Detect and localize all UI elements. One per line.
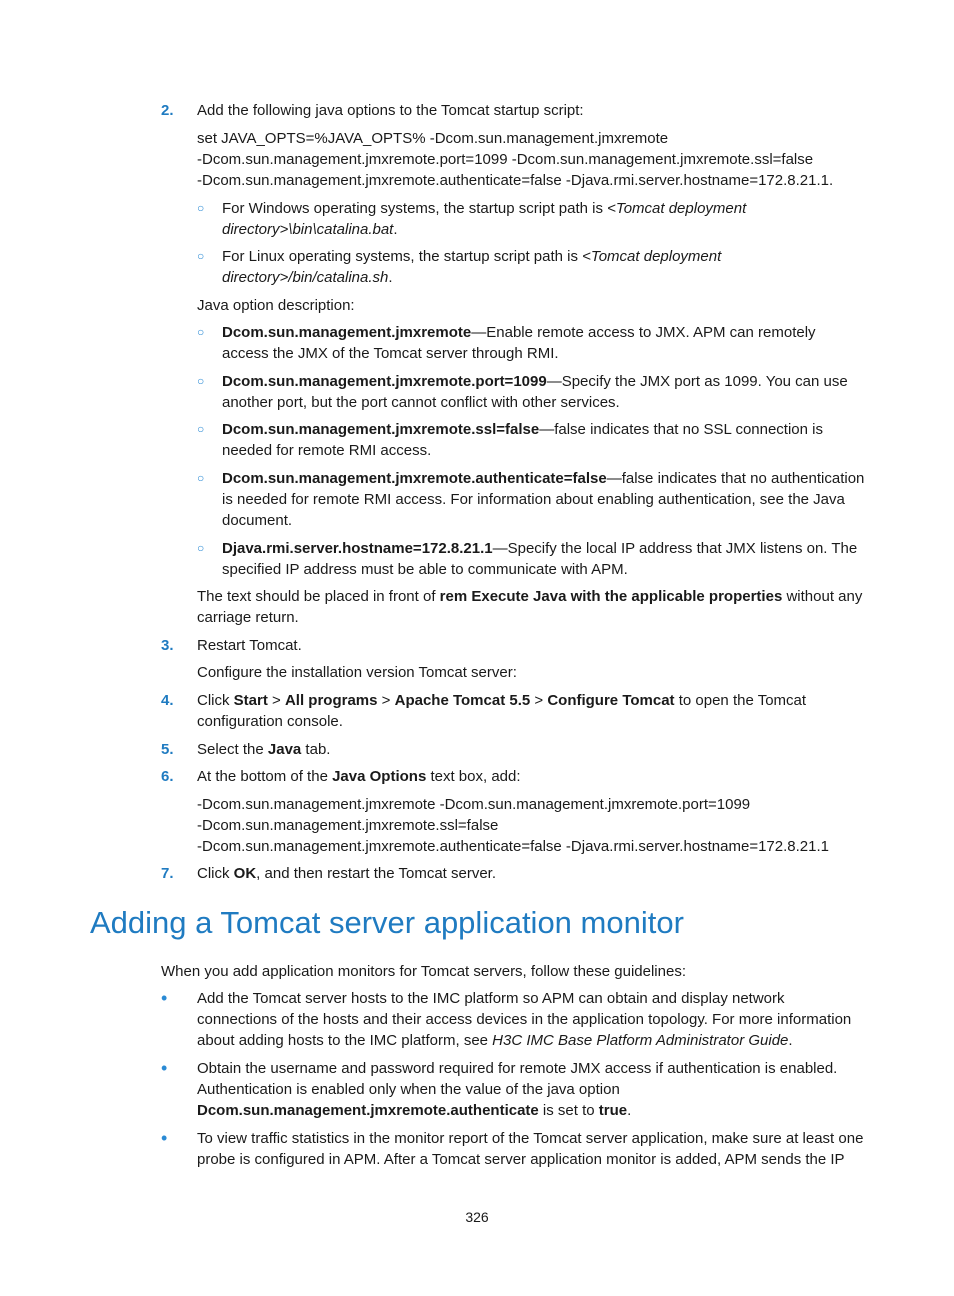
circle-bullet-icon: ○ [197,471,205,485]
circle-bullet-icon: ○ [197,325,205,339]
code-line: -Dcom.sun.management.jmxremote -Dcom.sun.management.jmxremote.port=1099 [197,796,751,813]
step-number-2: 2. [161,102,174,119]
option-description-label: Java option description: [197,297,355,314]
section-intro: When you add application monitors for Tomcat servers, follow these guidelines: [161,963,686,980]
code-block-startup [197,128,865,191]
step-number-4: 4. [161,692,174,709]
code-line: -Dcom.sun.management.jmxremote.port=1099 -Dcom.sun.management.jmxremote.ssl=false [197,151,814,168]
option-item: Dcom.sun.management.jmxremote.ssl=false—false indicates that no SSL connection is needed for remote RMI access. [222,421,823,459]
circle-bullet-icon: ○ [197,541,205,555]
option-term: Dcom.sun.management.jmxremote.ssl=false [222,421,540,438]
windows-path: <Tomcat deployment directory>\bin\catalina.bat [222,200,747,238]
step-number-7: 7. [161,865,174,882]
code-line: -Dcom.sun.management.jmxremote.ssl=false [197,817,499,834]
windows-path-item: For Windows operating systems, the startup script path is <Tomcat deployment directory>\bin\catalina.bat. [222,200,747,238]
guideline-item: To view traffic statistics in the monitor report of the Tomcat server application, make sure at least one probe is configured in APM. After a Tomcat server application monitor is added, APM sends the IP [197,1130,864,1168]
option-item: Dcom.sun.management.jmxremote—Enable remote access to JMX. APM can remotely access the JMX of the Tomcat server through RMI. [222,324,816,362]
step-number-5: 5. [161,741,174,758]
placement-note: The text should be placed in front of rem Execute Java with the applicable properties without any carriage return. [197,588,863,626]
step-number-6: 6. [161,768,174,785]
step-2-text: Add the following java options to the Tomcat startup script: [197,102,584,119]
step-3-text: Restart Tomcat. [197,637,302,654]
step-5-text: Select the Java tab. [197,741,331,758]
bullet-dot-icon: • [161,1058,168,1078]
step-number-3: 3. [161,637,174,654]
option-item: Djava.rmi.server.hostname=172.8.21.1—Specify the local IP address that JMX listens on. The specified IP address must be able to communicate with APM. [222,540,858,578]
option-term: Dcom.sun.management.jmxremote [222,324,472,341]
option-term: Djava.rmi.server.hostname=172.8.21.1 [222,540,493,557]
guideline-item: Add the Tomcat server hosts to the IMC platform so APM can obtain and display network connections of the hosts and their access devices in the application topology. For more information about adding hosts to the IMC platform, see H3C IMC Base Platform Administrator Guide. [197,990,852,1049]
option-term: Dcom.sun.management.jmxremote.authenticate=false [222,470,607,487]
circle-bullet-icon: ○ [197,422,205,436]
circle-bullet-icon: ○ [197,201,205,215]
option-item: Dcom.sun.management.jmxremote.port=1099—Specify the JMX port as 1099. You can use another port, but the port cannot conflict with other services. [222,373,848,411]
step-7-text: Click OK, and then restart the Tomcat server. [197,865,497,882]
circle-bullet-icon: ○ [197,249,205,263]
page-number: 326 [465,1209,489,1225]
circle-bullet-icon: ○ [197,374,205,388]
section-heading: Adding a Tomcat server application monitor [90,905,684,940]
option-item: Dcom.sun.management.jmxremote.authenticate=false—false indicates that no authentication is needed for remote RMI access. For information about enabling authentication, see the Java document. [222,470,865,529]
linux-path: <Tomcat deployment directory>/bin/catalina.sh [222,248,722,286]
bullet-dot-icon: • [161,988,168,1008]
code-line: set JAVA_OPTS=%JAVA_OPTS% -Dcom.sun.management.jmxremote [197,130,669,147]
config-note: Configure the installation version Tomcat server: [197,664,517,681]
code-line: -Dcom.sun.management.jmxremote.authenticate=false -Djava.rmi.server.hostname=172.8.21.1. [197,172,834,189]
step-4-text: Click Start > All programs > Apache Tomcat 5.5 > Configure Tomcat to open the Tomcat configuration console. [197,692,807,730]
bullet-dot-icon: • [161,1128,168,1148]
guideline-item: Obtain the username and password required for remote JMX access if authentication is enabled. Authentication is enabled only when the value of the java option Dcom.sun.management.jmxremote.authenticate is set to true. [197,1060,838,1119]
code-block-java-options [197,794,865,857]
code-line: -Dcom.sun.management.jmxremote.authenticate=false -Djava.rmi.server.hostname=172.8.21.1 [197,838,829,855]
step-6-text: At the bottom of the Java Options text box, add: [197,768,521,785]
guide-title: H3C IMC Base Platform Administrator Guide [492,1032,789,1049]
option-term: Dcom.sun.management.jmxremote.port=1099 [222,373,547,390]
linux-path-item: For Linux operating systems, the startup script path is <Tomcat deployment directory>/bin/catalina.sh. [222,248,722,286]
